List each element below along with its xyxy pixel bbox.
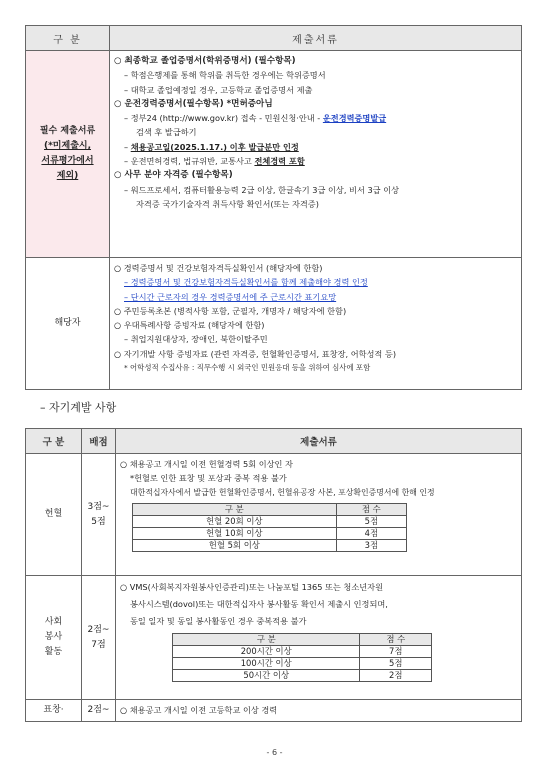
issue-date-dash: – (124, 141, 131, 152)
required-label-line2: (*미제출시, (43, 141, 91, 151)
section-title: – 자기계발 사항 (40, 401, 117, 414)
blood-row-cat: 헌혈 5회 이상 (133, 539, 337, 551)
table2-header-documents: 제출서류 (116, 429, 522, 454)
volunteer-label (26, 576, 82, 700)
self-development-table (25, 428, 522, 722)
volunteer-score-line2: 7점 (91, 639, 106, 650)
award-label: 표창· (26, 700, 82, 722)
blood-line1: ○ 채용공고 개시일 이전 헌혈경력 5회 이상인 자 (120, 459, 293, 469)
blood-row-score: 5점 (336, 515, 406, 527)
driving-history-rule (114, 154, 517, 168)
award-content (116, 700, 522, 722)
blood-score-line1: 3점~ (87, 501, 110, 512)
driving-history-prefix: – 운전면허경력, 법규위반, 교통사고 (124, 156, 255, 167)
table1-header-category: 구 분 (26, 26, 110, 51)
gov24-instruction-next: 검색 후 발급하기 (136, 127, 197, 138)
blood-donation-row (26, 454, 522, 576)
volunteer-line1: ○ VMS(사회복지자원봉사인증관리)또는 나눔포털 1365 또는 청소년자원 (120, 582, 383, 592)
required-documents-content (110, 51, 522, 258)
issue-date-rule (114, 140, 517, 154)
blood-row-score: 3점 (336, 539, 406, 551)
table2-header-category: 구 분 (26, 429, 82, 454)
table2-header-row (26, 429, 522, 454)
table1-header-documents: 제출서류 (110, 26, 522, 51)
resident-abstract-title: ○ 주민등록초본 (병적사항 포함, 군필자, 개명자 / 해당자에 한함) (114, 305, 347, 316)
career-cert-note1: – 경력증명서 및 건강보험자격득실확인서를 함께 제출해야 경력 인정 (124, 277, 368, 288)
applicable-label: 해당자 (26, 258, 110, 390)
office-cert-line1: – 워드프로세서, 컴퓨터활용능력 2급 이상, 한글속기 3급 이상, 비서 3급 이상 (124, 184, 400, 195)
career-cert-title: ○ 경력증명서 및 건강보험자격득실확인서 (해당자에 한함) (114, 263, 323, 273)
volunteer-line2: 봉사시스템(dovol)또는 대한적십자사 봉사활동 확인서 제출시 인정되며, (130, 599, 388, 609)
blood-row-cat: 헌혈 20회 이상 (133, 515, 337, 527)
applicable-documents-content (110, 258, 522, 390)
blood-score-row (133, 527, 407, 539)
blood-donation-label: 헌혈 (26, 454, 82, 576)
volunteer-score-table (172, 633, 432, 682)
volunteer-score-header-score: 점 수 (360, 634, 432, 646)
table1-header-row (26, 26, 522, 51)
applicable-documents-row (26, 258, 522, 390)
blood-donation-score (82, 454, 116, 576)
volunteer-score-row (173, 646, 432, 658)
volunteer-score-header-cat: 구 분 (173, 634, 360, 646)
required-documents-table (25, 25, 522, 390)
volunteer-score-header (173, 634, 432, 646)
volunteer-score-row (173, 658, 432, 670)
blood-row-cat: 헌혈 10회 이상 (133, 527, 337, 539)
required-documents-row (26, 51, 522, 258)
gov24-prefix: – 정부24 (http://www.gov.kr) 접속 - 민원신청·안내 - (124, 113, 323, 124)
volunteer-line3: 동일 일자 및 동일 봉사활동인 경우 중복적용 불가 (130, 616, 307, 626)
volunteer-row-score: 7점 (360, 646, 432, 658)
self-development-docs-title: ○ 자기개발 사항 증빙자료 (관련 자격증, 헌혈확인증명서, 표창장, 어학성적 등) (114, 348, 397, 359)
office-cert-title: ○ 사무 분야 자격증 (필수항목) (114, 170, 233, 181)
blood-line3: 대한적십자사에서 발급한 헌혈확인증명서, 헌혈유공장 사본, 포상확인증명서에 한해 인정 (130, 487, 435, 497)
blood-score-line2: 5점 (91, 516, 106, 527)
volunteer-row (26, 576, 522, 700)
expected-graduate-note: – 대학교 졸업예정일 경우, 고등학교 졸업증명서 제출 (124, 84, 313, 95)
page-number: - 6 - (266, 748, 283, 757)
volunteer-label-line2: 봉사 (44, 632, 63, 642)
volunteer-content (116, 576, 522, 700)
volunteer-score-row (173, 670, 432, 682)
volunteer-label-line3: 활동 (44, 647, 63, 657)
required-label-line3: 서류평가에서 (41, 156, 94, 166)
required-documents-label (26, 51, 110, 258)
preferential-docs-note: – 취업지원대상자, 장애인, 북한이탈주민 (124, 334, 268, 345)
blood-score-table (132, 503, 407, 552)
office-cert-line2: 자격증 국가기술자격 취득사항 확인서(또는 자격증) (136, 198, 319, 209)
award-row (26, 700, 522, 722)
credit-bank-note: – 학점은행제를 통해 학위를 취득한 경우에는 학위증명서 (124, 70, 326, 81)
blood-row-score: 4점 (336, 527, 406, 539)
volunteer-row-cat: 200시간 이상 (173, 646, 360, 658)
preferential-docs-title: ○ 우대특례사항 증빙자료 (해당자에 한함) (114, 320, 265, 331)
driving-record-link[interactable]: 운전경력증명발급 (322, 113, 387, 124)
blood-line2: *헌혈로 인한 표창 및 포상과 중복 적용 불가 (130, 473, 287, 484)
career-cert-note2: – 단시간 근로자의 경우 경력증명서에 주 근로시간 표기요망 (124, 291, 337, 302)
gov24-instruction (114, 111, 517, 125)
blood-score-row (133, 515, 407, 527)
volunteer-score (82, 576, 116, 700)
volunteer-label-line1: 사회 (44, 617, 63, 627)
blood-score-header-score: 점 수 (336, 503, 406, 515)
volunteer-row-cat: 100시간 이상 (173, 658, 360, 670)
issue-date-text: 채용공고일(2025.1.17.) 이후 발급분만 인정 (130, 141, 299, 152)
required-label-line4: 제외) (56, 171, 79, 181)
volunteer-row-score: 2점 (360, 670, 432, 682)
graduation-cert-title: ○ 최종학교 졸업증명서(학위증명서) (필수항목) (114, 56, 296, 66)
blood-score-header-cat: 구 분 (133, 503, 337, 515)
driving-record-title: ○ 운전경력증명서(필수항목) *면허증아님 (114, 98, 273, 109)
driving-history-bold: 전체경력 포함 (254, 156, 305, 167)
required-label-line1: 필수 제출서류 (39, 126, 96, 136)
language-score-note: * 어학성적 수집사유 : 직무수행 시 외국인 민원응대 등을 위하여 심사에 포함 (124, 363, 371, 373)
award-line1: ○ 채용공고 개시일 이전 고등학교 이상 경력 (120, 705, 278, 715)
volunteer-score-line1: 2점~ (87, 624, 110, 635)
table2-header-score: 배점 (82, 429, 116, 454)
blood-donation-content (116, 454, 522, 576)
blood-score-row (133, 539, 407, 551)
blood-score-header (133, 503, 407, 515)
volunteer-row-cat: 50시간 이상 (173, 670, 360, 682)
award-score: 2점~ (82, 700, 116, 722)
volunteer-row-score: 5점 (360, 658, 432, 670)
